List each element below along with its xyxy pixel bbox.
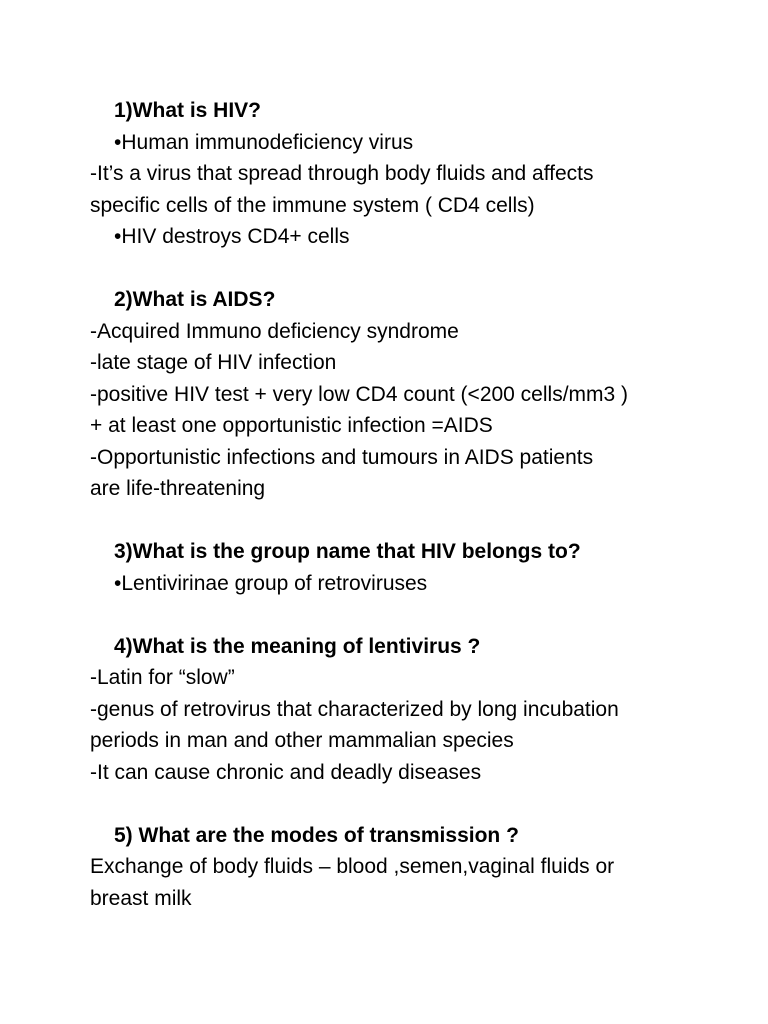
- blank-line: [90, 599, 690, 631]
- blank-line: [90, 505, 690, 537]
- blank-line: [90, 788, 690, 820]
- section-heading: 1)What is HIV?: [114, 99, 262, 122]
- text-line: -positive HIV test + very low CD4 count (<200 cells/mm3 ): [90, 382, 629, 406]
- bullet-line: •HIV destroys CD4+ cells: [114, 225, 350, 248]
- section-heading: 2)What is AIDS?: [114, 288, 276, 311]
- bullet-line: •Lentivirinae group of retroviruses: [114, 571, 428, 595]
- text-line: -Latin for “slow”: [90, 666, 235, 689]
- text-line: -late stage of HIV infection: [90, 351, 337, 374]
- section-heading: 5) What are the modes of transmission ?: [114, 823, 519, 847]
- text-line: -It can cause chronic and deadly diseases: [90, 760, 482, 784]
- section-heading: 4)What is the meaning of lentivirus ?: [114, 634, 481, 658]
- text-line: -Opportunistic infections and tumours in AIDS patients: [90, 445, 594, 469]
- document-content: [90, 95, 690, 914]
- text-line: periods in man and other mammalian species: [90, 729, 514, 752]
- bullet-line: •Human immunodeficiency virus: [114, 130, 414, 154]
- text-line: -genus of retrovirus that characterized by long incubation: [90, 697, 619, 721]
- text-line: are life-threatening: [90, 477, 266, 500]
- text-line: Exchange of body fluids – blood ,semen,vaginal fluids or: [90, 855, 615, 878]
- section-heading: 3)What is the group name that HIV belongs to?: [114, 540, 581, 563]
- text-line: + at least one opportunistic infection =AIDS: [90, 414, 493, 437]
- text-line: specific cells of the immune system ( CD4 cells): [90, 193, 535, 217]
- text-line: -Acquired Immuno deficiency syndrome: [90, 319, 459, 343]
- blank-line: [90, 253, 690, 285]
- text-line: breast milk: [90, 886, 192, 910]
- text-line: -It’s a virus that spread through body fluids and affects: [90, 162, 594, 185]
